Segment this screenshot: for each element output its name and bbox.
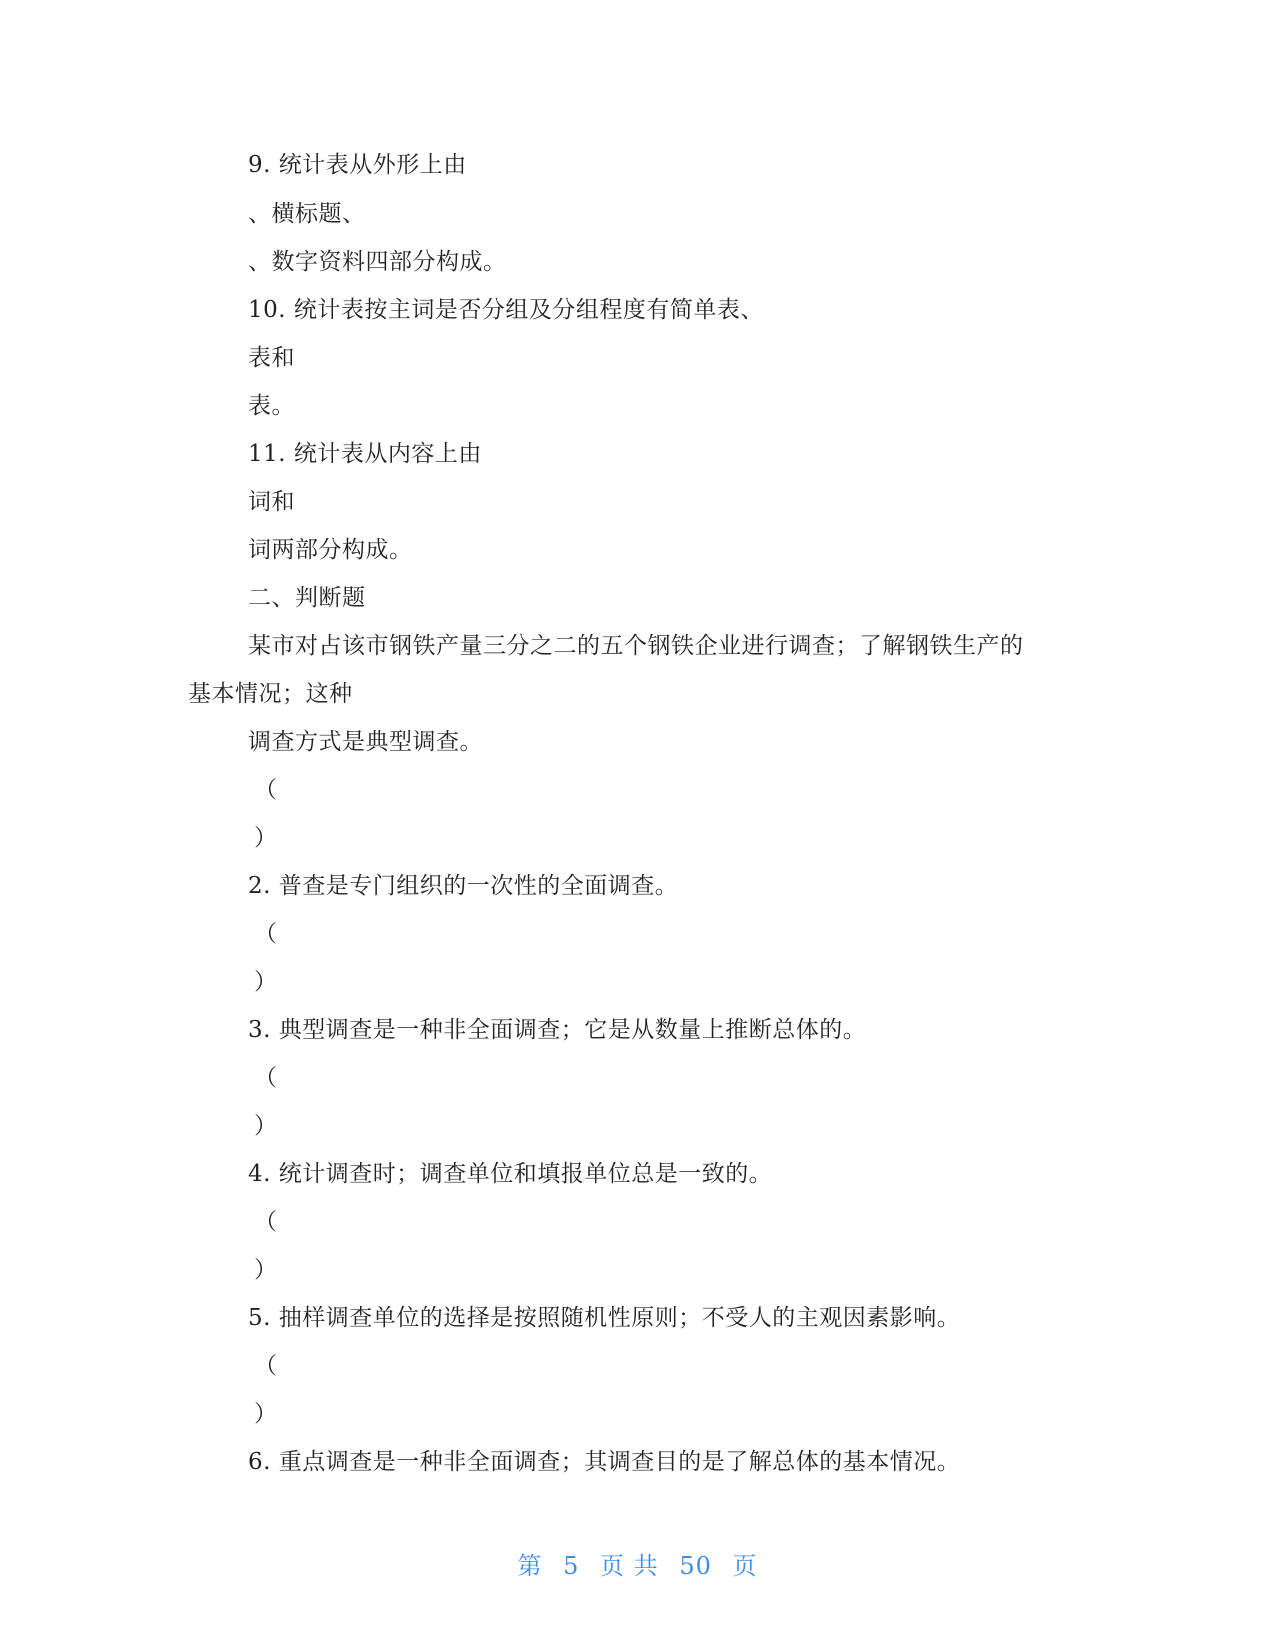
question-11-continuation: 词两部分构成。: [248, 537, 413, 563]
judgement-2-text: 2. 普查是专门组织的一次性的全面调查。: [248, 873, 679, 899]
question-10-continuation: 表和: [248, 345, 295, 371]
footer-mid: 页 共: [600, 1552, 659, 1580]
answer-paren-open: （: [254, 777, 278, 803]
answer-paren-close: ）: [254, 1401, 278, 1427]
question-9-text: 9. 统计表从外形上由: [248, 152, 467, 178]
footer-prefix: 第: [517, 1552, 543, 1580]
answer-paren-close: ）: [254, 969, 278, 995]
page-footer: [0, 1546, 1275, 1581]
judgement-1-continuation: 调查方式是典型调查。: [248, 729, 483, 755]
answer-paren-close: ）: [254, 1113, 278, 1139]
judgement-3-text: 3. 典型调查是一种非全面调查；它是从数量上推断总体的。: [248, 1017, 867, 1043]
question-11-text: 11. 统计表从内容上由: [248, 441, 482, 467]
answer-paren-close: ）: [254, 1257, 278, 1283]
judgement-1-continuation: 基本情况；这种: [188, 681, 353, 707]
judgement-6-text: 6. 重点调查是一种非全面调查；其调查目的是了解总体的基本情况。: [248, 1449, 961, 1475]
question-9-continuation: 、数字资料四部分构成。: [248, 249, 507, 275]
answer-paren-open: （: [254, 1209, 278, 1235]
question-10-continuation: 表。: [248, 393, 295, 419]
question-11-continuation: 词和: [248, 489, 295, 515]
answer-paren-open: （: [254, 1353, 278, 1379]
answer-paren-open: （: [254, 1065, 278, 1091]
footer-suffix: 页: [732, 1552, 758, 1580]
section-heading: 二、判断题: [248, 585, 366, 611]
question-10-text: 10. 统计表按主词是否分组及分组程度有简单表、: [248, 297, 764, 323]
judgement-4-text: 4. 统计调查时；调查单位和填报单位总是一致的。: [248, 1161, 773, 1187]
judgement-1-text: 某市对占该市钢铁产量三分之二的五个钢铁企业进行调查；了解钢铁生产的: [248, 633, 1024, 659]
question-9-continuation: 、横标题、: [248, 201, 366, 227]
judgement-5-text: 5. 抽样调查单位的选择是按照随机性原则；不受人的主观因素影响。: [248, 1305, 961, 1331]
footer-page-number: 5: [563, 1552, 580, 1580]
answer-paren-open: （: [254, 921, 278, 947]
footer-total-pages: 50: [679, 1552, 712, 1580]
answer-paren-close: ）: [254, 825, 278, 851]
